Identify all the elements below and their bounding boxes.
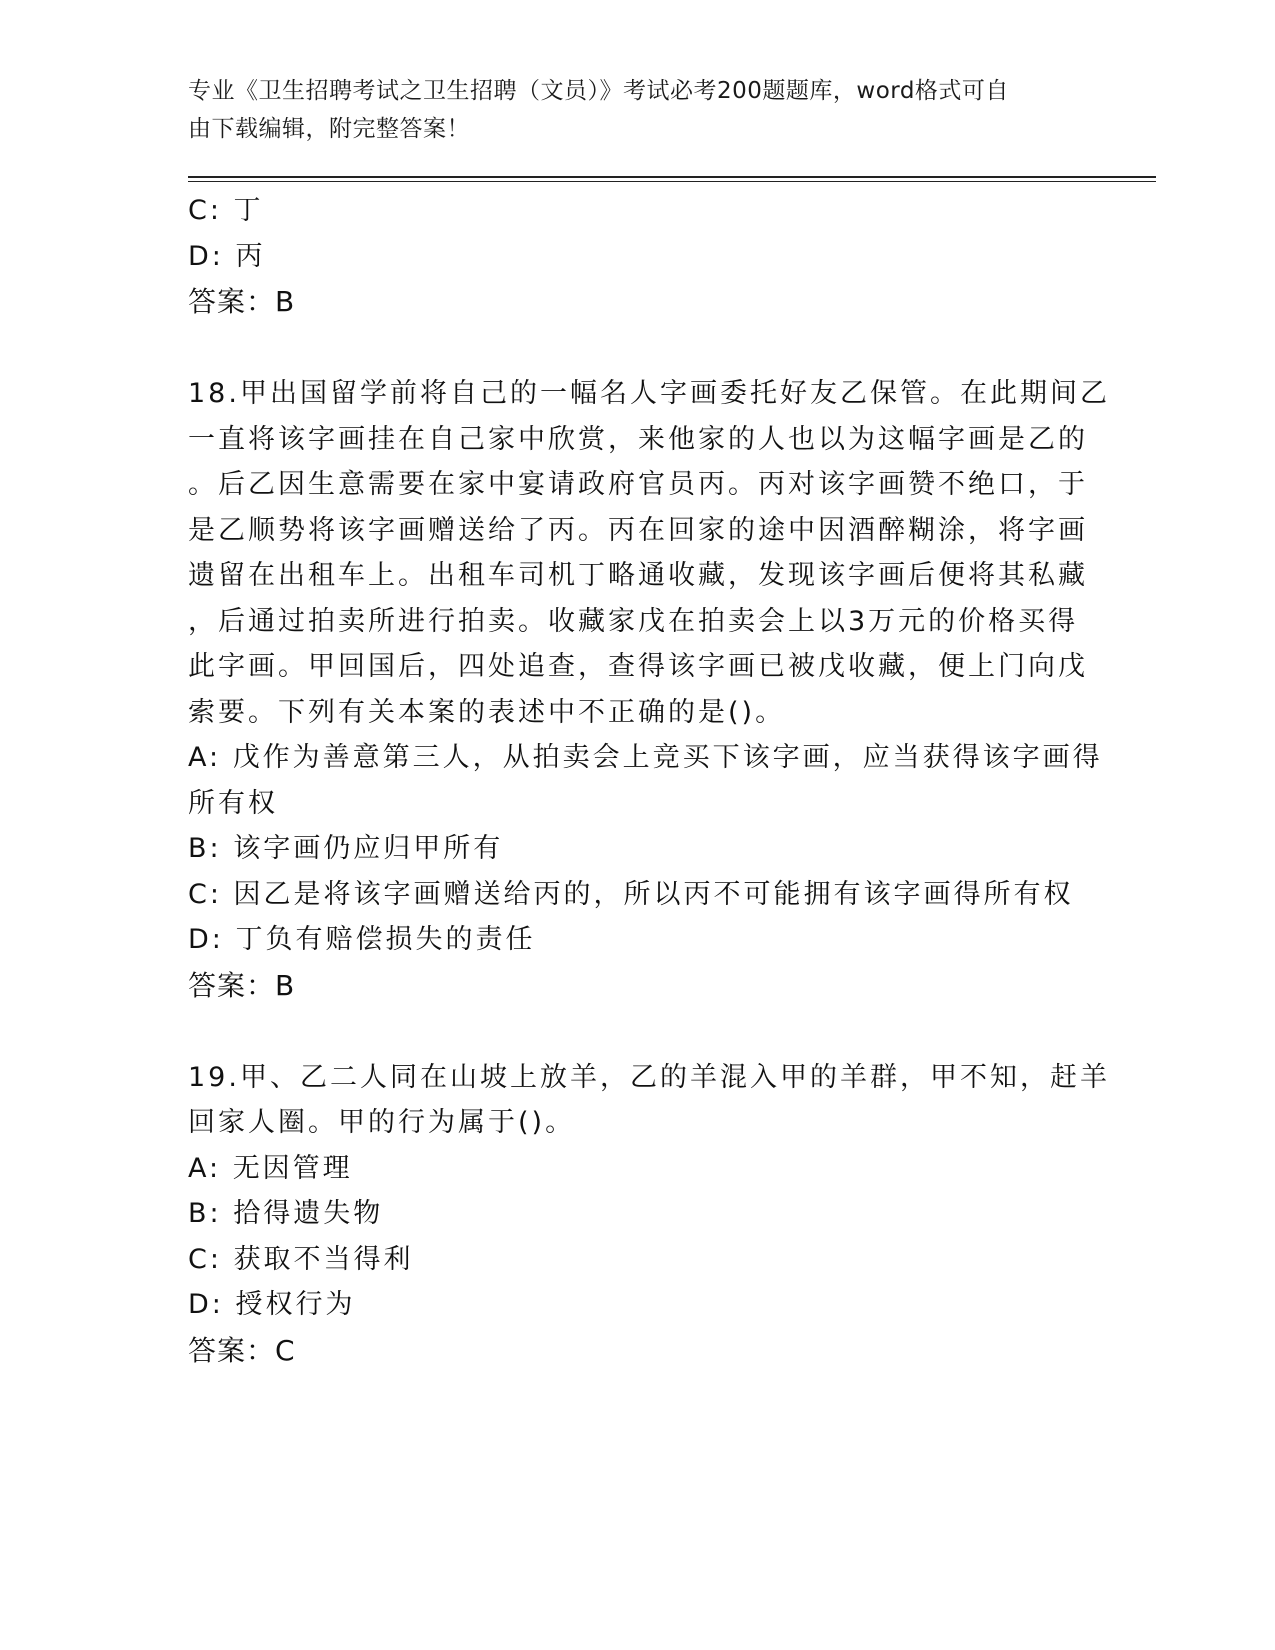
header-line-2: 由下载编辑，附完整答案！ [188,116,470,142]
header-line-1: 专业《卫生招聘考试之卫生招聘（文员）》考试必考200题题库，word格式可自 [188,78,1009,104]
option-label: B: [188,1198,222,1229]
question-stem-line: 。后乙因生意需要在家中宴请政府官员丙。丙对该字画赞不绝口，于 [188,469,1088,500]
option-label: A: [188,1152,222,1184]
option-a [188,735,1103,781]
question-stem-line: ，后通过拍卖所进行拍卖。收藏家戊在拍卖会上以3万元的价格买得 [188,605,1079,637]
option-text: 戊作为善意第三人，从拍卖会上竞买下该字画，应当获得该字画得 [232,742,1103,773]
option-text: 拾得遗失物 [233,1198,384,1229]
option-a [188,1146,1088,1192]
option-label: C: [188,195,222,226]
option-d [188,234,1088,280]
option-c [188,188,1088,234]
question-stem-line: 此字画。甲回国后，四处追查，查得该字画已被戊收藏，便上门向戊 [188,651,1088,682]
question-stem-line: 一直将该字画挂在自己家中欣赏，来他家的人也以为这幅字画是乙的 [188,423,1088,455]
spacer [188,325,1088,371]
option-label: A: [188,742,222,773]
option-c [188,872,1088,918]
option-text: 无因管理 [232,1152,353,1184]
document-body [188,188,1110,1374]
answer-line: 答案：C [188,1333,296,1367]
question-18 [188,371,1110,1009]
option-text: 丁负有赔偿损失的责任 [235,924,536,955]
option-label: B: [188,833,222,864]
question-19 [188,1055,1110,1374]
option-text: 因乙是将该字画赠送给丙的，所以丙不可能拥有该字画得所有权 [233,878,1074,910]
question-stem-line: 回家人圈。甲的行为属于()。 [188,1107,576,1138]
header-rule-thick [188,176,1156,178]
previous-question-tail [188,188,1088,325]
spacer [188,1009,1088,1055]
option-b [188,826,1088,872]
option-d [188,1282,1088,1328]
question-stem-line: 19.甲、乙二人同在山坡上放羊，乙的羊混入甲的羊群，甲不知，赶羊 [188,1061,1110,1093]
option-label: D: [188,240,224,272]
option-text: 丙 [235,240,266,272]
option-b [188,1191,1088,1237]
question-stem-line: 是乙顺势将该字画赠送给了丙。丙在回家的途中因酒醉糊涂，将字画 [188,514,1088,546]
option-text: 丁 [233,195,264,226]
option-label: C: [188,1243,222,1275]
option-text: 该字画仍应归甲所有 [233,833,504,864]
option-c [188,1237,1088,1283]
option-label: D: [188,924,224,955]
question-stem-line: 遗留在出租车上。出租车司机丁略通收藏，发现该字画后便将其私藏 [188,560,1088,591]
option-text: 获取不当得利 [233,1243,414,1275]
answer-line: 答案：B [188,968,296,1002]
question-stem-line: 索要。下列有关本案的表述中不正确的是()。 [188,696,786,728]
option-label: D: [188,1289,224,1320]
option-label: C: [188,878,222,910]
option-text: 授权行为 [235,1289,356,1320]
document-header [188,72,1088,148]
option-a-continued: 所有权 [188,787,278,819]
option-d [188,917,1088,963]
question-stem-line: 18.甲出国留学前将自己的一幅名人字画委托好友乙保管。在此期间乙 [188,378,1110,409]
answer-line: 答案：B [188,285,296,318]
header-rule-thin [188,181,1156,182]
